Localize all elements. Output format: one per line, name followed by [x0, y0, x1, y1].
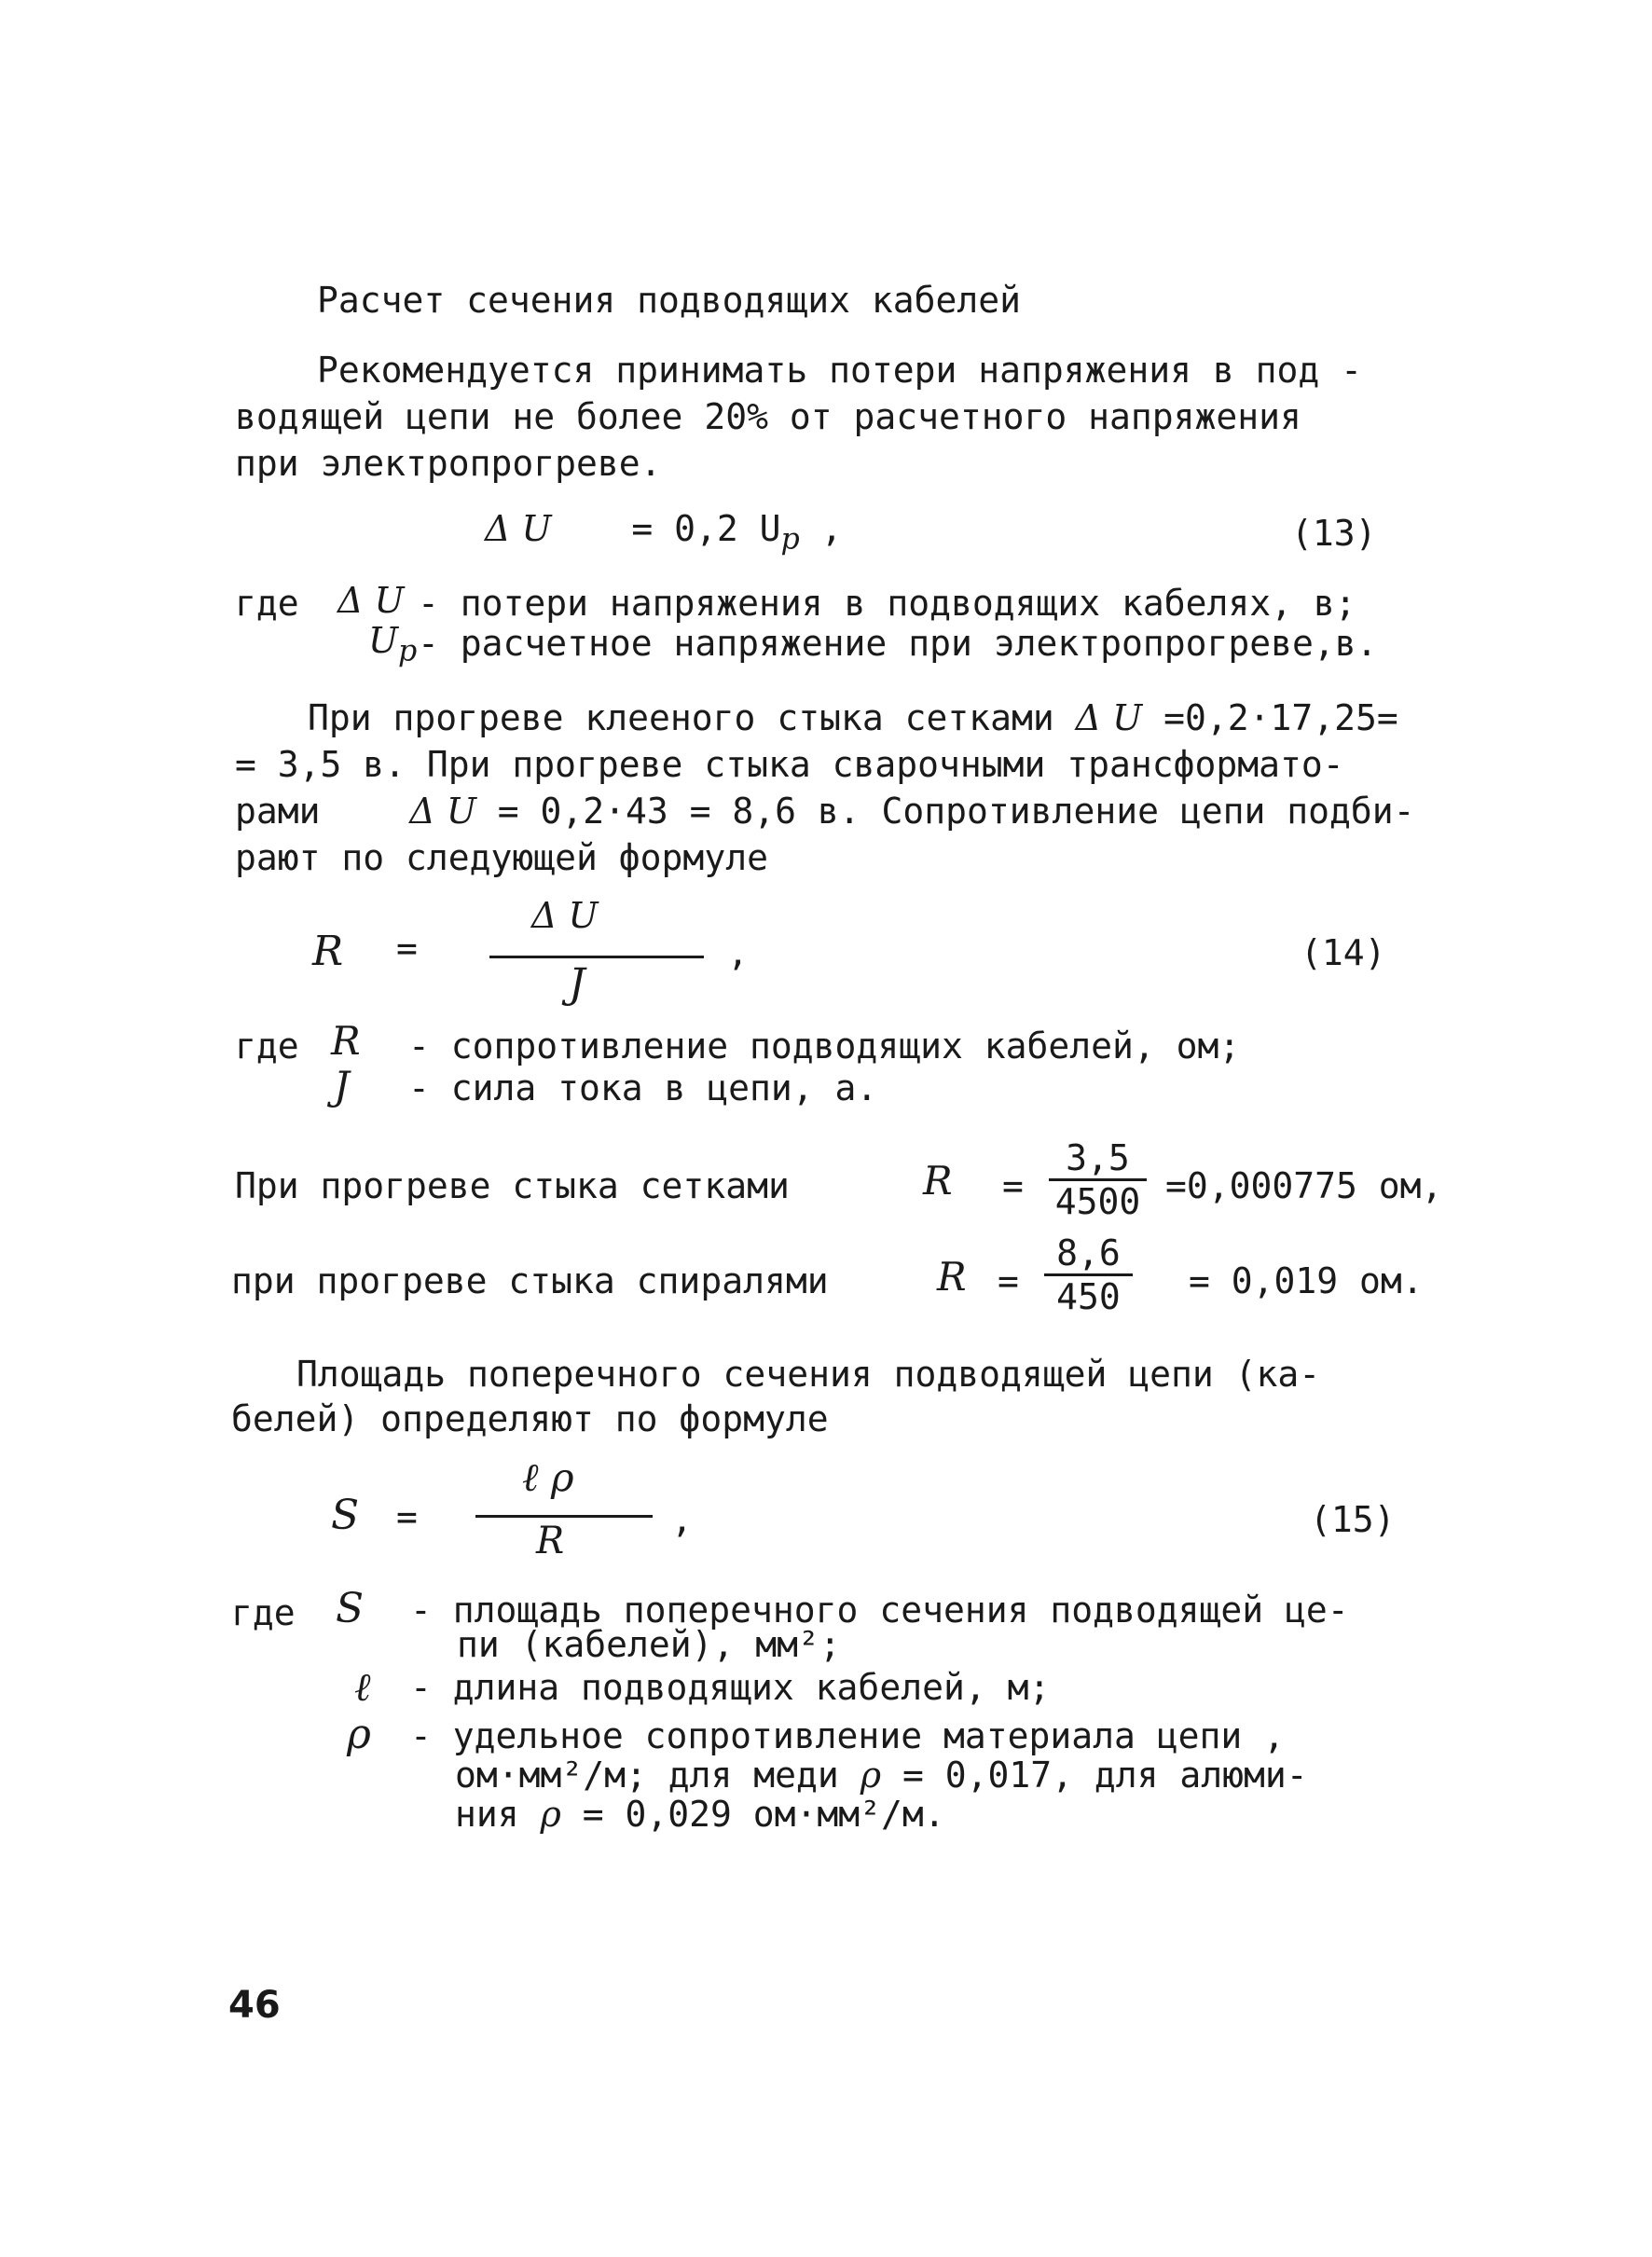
- where15-item3-inline-symbol-1: ρ: [860, 1755, 882, 1796]
- para3-line2: белей) определяют по формуле: [231, 1398, 829, 1439]
- where15-item3-inline-symbol-2: ρ: [540, 1794, 561, 1835]
- calc1-eq: =: [1002, 1165, 1024, 1206]
- eq15-num: ℓ ρ: [522, 1454, 574, 1500]
- equation-15-number: (15): [1310, 1499, 1396, 1540]
- where15-label: где: [231, 1592, 296, 1633]
- where15-item3-symbol: ρ: [347, 1711, 371, 1758]
- para2-line4: рают по следующей формуле: [235, 837, 768, 878]
- where14-item2-symbol: J: [334, 1063, 350, 1108]
- where15-item3-text-c: ния ρ = 0,029 ом·мм²/м.: [455, 1794, 945, 1835]
- eq14-den: J: [569, 960, 585, 1008]
- para1-line1: Рекомендуется принимать потери напряжения в под -: [317, 350, 1363, 391]
- eq13-sub: p: [780, 522, 800, 557]
- eq14-fraction-bar: [489, 956, 704, 958]
- calc2-eq: =: [998, 1260, 1019, 1301]
- para1-line2: водящей цепи не более 20% от расчетного напряжения: [235, 396, 1301, 437]
- where15-item3-text-b: ом·мм²/м; для меди ρ = 0,017, для алюми-: [455, 1755, 1308, 1796]
- where15-item3-text-a: - удельное сопротивление материала цепи ,: [410, 1715, 1285, 1756]
- para2-line3: рами Δ U = 0,2·43 = 8,6 в. Сопротивление цепи подби-: [235, 791, 1415, 832]
- eq13-rhs: = 0,2 U: [631, 508, 781, 549]
- calc2-result: = 0,019 ом.: [1189, 1260, 1424, 1301]
- page-number: 46: [228, 1984, 281, 2027]
- calc1-text: При прогреве стыка сетками: [235, 1165, 790, 1206]
- where14-item2-text: - сила тока в цепи, а.: [408, 1067, 878, 1108]
- where13-label: где: [235, 583, 299, 624]
- eq14-lhs: R: [312, 928, 344, 975]
- eq14-tail: ,: [727, 932, 749, 973]
- equation-14-number: (14): [1301, 932, 1386, 973]
- eq14-num: Δ U: [531, 895, 599, 936]
- para1-line3: при электропрогреве.: [235, 443, 662, 484]
- where13-item1-symbol: Δ U: [337, 580, 405, 621]
- equation-13: [485, 508, 843, 557]
- where14-item1-text: - сопротивление подводящих кабелей, ом;: [408, 1025, 1241, 1067]
- para2-line2: = 3,5 в. При прогреве стыка сварочными трансформато-: [235, 744, 1344, 785]
- eq15-den: R: [536, 1520, 565, 1562]
- calc2-den: 450: [1044, 1273, 1133, 1317]
- calc1-result: =0,000775 ом,: [1165, 1165, 1443, 1206]
- section-heading: Расчет сечения подводящих кабелей: [317, 280, 1021, 321]
- eq15-lhs: S: [331, 1492, 360, 1539]
- where13-item1-text: - потери напряжения в подводящих кабелях, в;: [418, 583, 1356, 624]
- para2-line1-symbol: Δ U: [1075, 697, 1143, 738]
- calc1-symbol: R: [923, 1158, 953, 1204]
- calc2-fraction: [1044, 1232, 1133, 1317]
- para2-line3-symbol: Δ U: [409, 791, 476, 832]
- where13-item2-symbol: $U_p$: [368, 620, 418, 668]
- eq13-lhs: Δ U: [485, 508, 552, 549]
- where15-item2-text: - длина подводящих кабелей, м;: [410, 1667, 1051, 1708]
- calc2-text: при прогреве стыка спиралями: [231, 1260, 829, 1301]
- where14-item1-symbol: R: [331, 1018, 361, 1064]
- where15-item1-symbol: S: [336, 1585, 365, 1632]
- calc1-den: 4500: [1049, 1178, 1147, 1222]
- calc1-fraction: [1049, 1137, 1147, 1222]
- where15-item1-text-b: пи (кабелей), мм²;: [457, 1624, 841, 1665]
- eq14-eq: =: [396, 928, 418, 969]
- para3-line1: Площадь поперечного сечения подводящей цепи (ка-: [296, 1354, 1321, 1395]
- para2-line1: При прогреве клееного стыка сетками Δ U =0,2·17,25=: [308, 697, 1398, 738]
- equation-13-number: (13): [1291, 513, 1377, 554]
- eq13-tail: ,: [820, 508, 843, 549]
- calc2-num: 8,6: [1056, 1232, 1121, 1273]
- eq15-fraction-bar: [475, 1515, 653, 1518]
- eq15-tail: ,: [671, 1499, 693, 1540]
- where15-item1-text-a: - площадь поперечного сечения подводящей це-: [410, 1590, 1349, 1631]
- eq15-eq: =: [396, 1496, 418, 1537]
- where15-item2-symbol: ℓ: [354, 1664, 371, 1710]
- where14-label: где: [235, 1025, 299, 1067]
- calc2-symbol: R: [937, 1254, 967, 1300]
- where13-item2-text: - расчетное напряжение при электропрогреве,в.: [418, 623, 1378, 664]
- calc1-num: 3,5: [1066, 1137, 1130, 1178]
